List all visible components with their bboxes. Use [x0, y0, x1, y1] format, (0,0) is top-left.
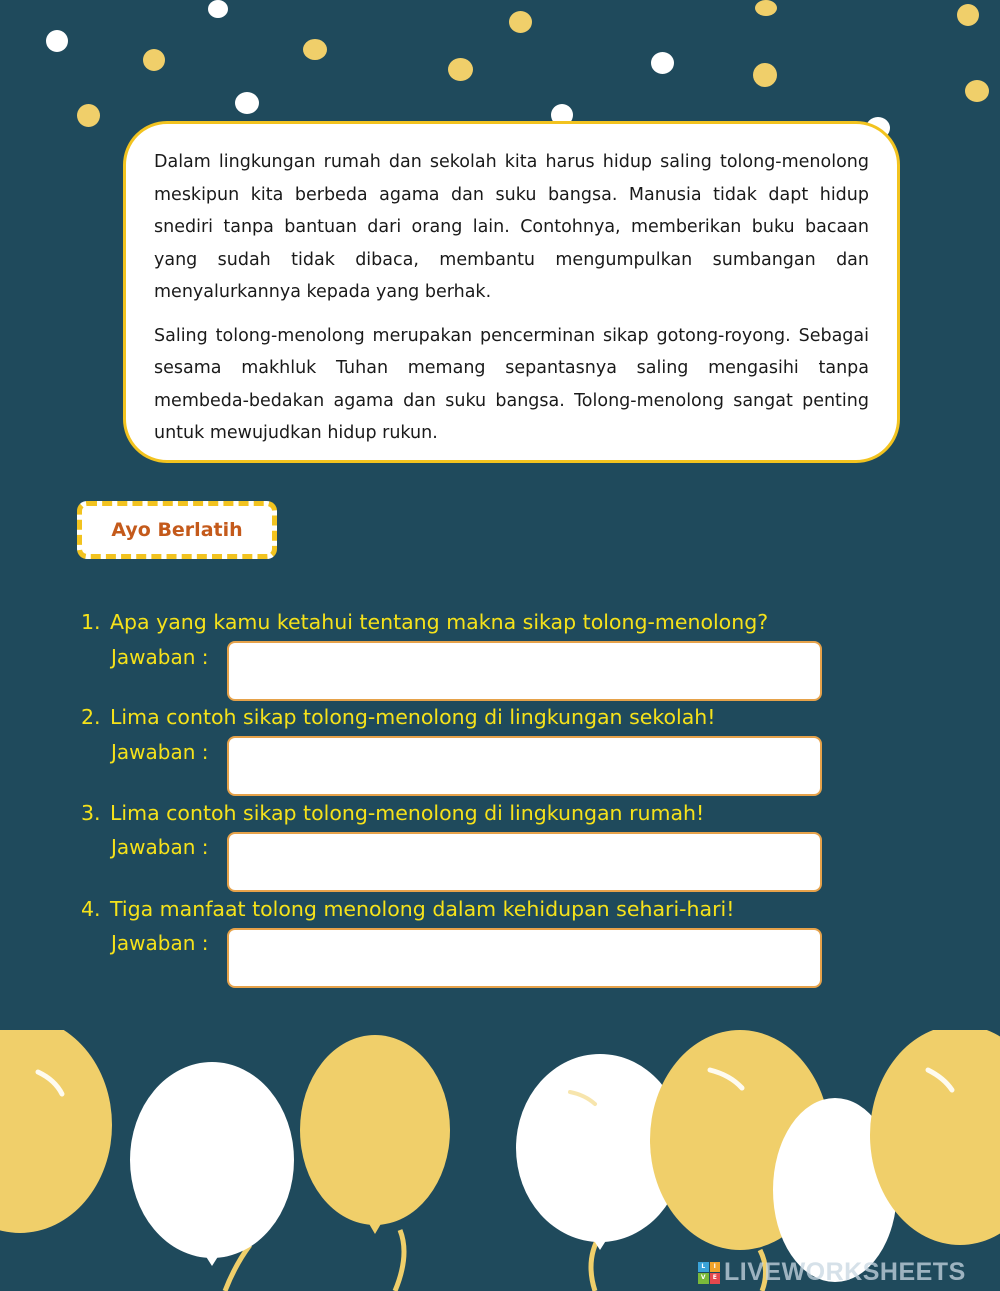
confetti-dot: [143, 49, 165, 71]
question-number: 2.: [81, 705, 101, 729]
answer-input-2[interactable]: [227, 736, 822, 796]
confetti-dot: [755, 0, 777, 16]
logo-letter: E: [710, 1273, 721, 1284]
balloon-string: [395, 1230, 404, 1291]
confetti-dot: [965, 80, 989, 102]
answer-label-2: Jawaban :: [111, 740, 209, 764]
question-4: [81, 897, 734, 921]
balloon-knot: [368, 1222, 382, 1234]
confetti-dot: [448, 58, 473, 81]
reading-paragraph-2: Saling tolong-menolong merupakan pencerminan sikap gotong-royong. Sebagai sesama makhluk Tuhan memang sepantasnya saling mengasihi tanpa membeda-bedakan agama dan suku bangsa. Tolong-menolong sangat penting untuk mewujudkan hidup rukun.: [154, 325, 869, 443]
question-3: [81, 801, 704, 825]
balloon-knot: [205, 1255, 219, 1266]
confetti-dot: [957, 4, 979, 26]
confetti-dot: [208, 0, 228, 18]
question-text: Lima contoh sikap tolong-menolong di lingkungan rumah!: [110, 801, 705, 825]
answer-label-4: Jawaban :: [111, 931, 209, 955]
reading-passage-card: [123, 121, 900, 463]
confetti-dot: [235, 92, 259, 114]
answer-input-3[interactable]: [227, 832, 822, 892]
confetti-dot: [753, 63, 777, 87]
question-text: Tiga manfaat tolong menolong dalam kehidupan sehari-hari!: [110, 897, 735, 921]
logo-letter: I: [710, 1262, 721, 1273]
liveworksheets-logo-icon: [698, 1262, 720, 1284]
section-title-badge: [77, 501, 277, 559]
confetti-dot: [509, 11, 532, 33]
question-number: 4.: [81, 897, 101, 921]
confetti-dot: [303, 39, 327, 60]
reading-paragraph-1: Dalam lingkungan rumah dan sekolah kita harus hidup saling tolong-menolong meskipun kita berbeda agama dan suku bangsa. Manusia tidak dapt hidup snediri tanpa bantuan dari orang lain. Contohnya, memberikan buku bacaan yang sudah tidak dibaca, membantu mengumpulkan sumbangan dan menyalurkannya kepada yang berhak.: [154, 152, 869, 302]
liveworksheets-watermark: [698, 1258, 966, 1287]
answer-label-1: Jawaban :: [111, 645, 209, 669]
confetti-dot: [77, 104, 100, 127]
confetti-dot: [46, 30, 68, 52]
question-text: Lima contoh sikap tolong-menolong di lingkungan sekolah!: [110, 705, 716, 729]
question-number: 1.: [81, 610, 101, 634]
balloons-decoration: [0, 1030, 1000, 1291]
balloon-gold: [0, 1030, 112, 1233]
logo-letter: V: [698, 1273, 709, 1284]
question-number: 3.: [81, 801, 101, 825]
logo-letter: L: [698, 1262, 709, 1273]
question-text: Apa yang kamu ketahui tentang makna sikap tolong-menolong?: [110, 610, 769, 634]
confetti-dot: [651, 52, 674, 74]
balloon-white: [130, 1062, 294, 1258]
answer-input-4[interactable]: [227, 928, 822, 988]
question-2: [81, 705, 716, 729]
section-title: Ayo Berlatih: [111, 519, 243, 541]
answer-input-1[interactable]: [227, 641, 822, 701]
answer-label-3: Jawaban :: [111, 835, 209, 859]
watermark-text: LIVEWORKSHEETS: [724, 1258, 966, 1286]
question-1: [81, 610, 768, 634]
balloon-gold: [300, 1035, 450, 1225]
